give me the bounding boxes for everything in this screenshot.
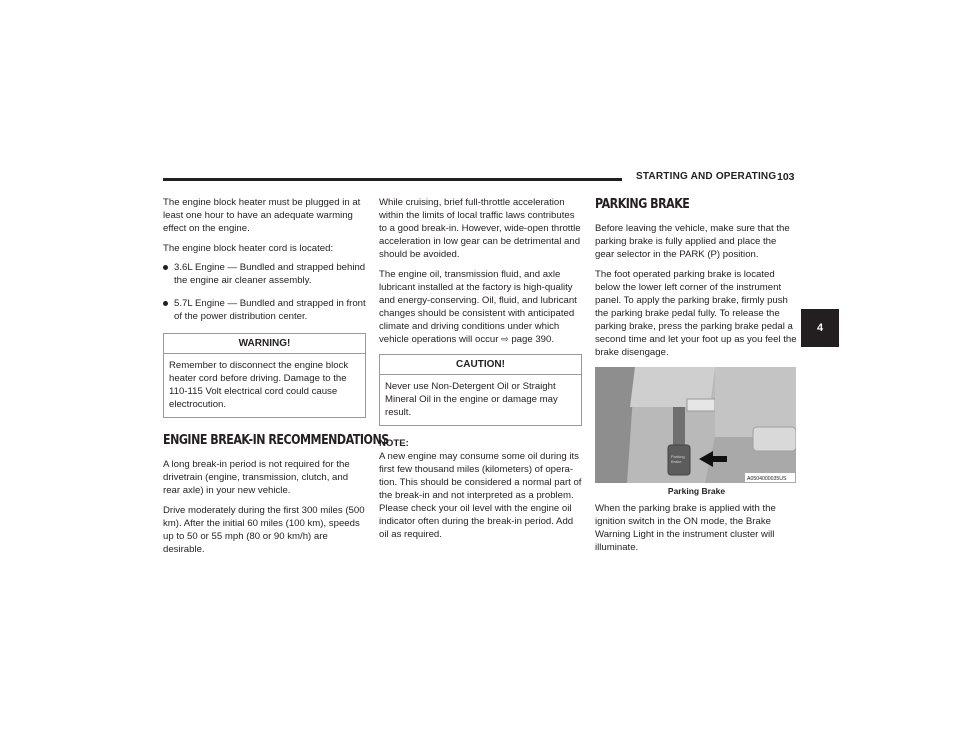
warning-title: WARNING! — [164, 334, 365, 354]
column-3 — [595, 196, 798, 561]
chapter-tab[interactable]: 4 — [801, 309, 839, 347]
list-item — [163, 261, 366, 287]
arrow-ref-icon: ⇨ — [501, 334, 509, 344]
caution-box — [379, 354, 582, 426]
parking-para-2: The foot operated parking brake is located below the lower left corner of the instrument panel. To apply the parking brake, firmly push the parking brake pedal fully. To release the parking brake, press the parking brake pedal a second time and let your foot up as you feel the brake disengage. — [595, 269, 797, 358]
column-2 — [379, 196, 582, 548]
break-in-para-2: Drive moderately during the first 300 miles (500 km). After the initial 60 miles (100 km), speeds up to 50 or 55 mph (80 or 90 km/h) are desirable. — [163, 505, 365, 555]
cord-location-list — [163, 261, 366, 323]
break-in-heading: ENGINE BREAK-IN RECOMMENDATIONS — [163, 432, 389, 448]
column-1 — [163, 196, 389, 563]
svg-text:Brake: Brake — [671, 459, 682, 464]
section-title: STARTING AND OPERATING — [636, 171, 777, 182]
block-heater-intro: The engine block heater must be plugged in at least one hour to have an adequate warming effect on the engine. — [163, 197, 361, 234]
parking-brake-heading: PARKING BRAKE — [595, 196, 690, 212]
page-ref-link[interactable]: page 390. — [511, 334, 555, 345]
list-item — [163, 297, 366, 323]
cord-location-lead: The engine block heater cord is located: — [163, 243, 334, 254]
figure-code: A0504000035US — [747, 476, 787, 482]
svg-text:Parking: Parking — [671, 454, 685, 459]
warning-box — [163, 333, 366, 418]
header-rule — [163, 178, 622, 181]
bullet-icon — [163, 265, 168, 270]
lubricant-text: The engine oil, transmission fluid, and axle lubricant installed at the factory is high-quality and energy-conserving. Oil, fluid, and lubricant changes should be consistent with anticipated climate and driving conditions under which vehicle operations will occur — [379, 269, 577, 345]
cruising-para: While cruising, brief full-throttle acceleration within the limits of local traffic laws contributes to a good break-in. However, wide-open throttle acceleration in low gear can be detrimental and should be avoided. — [379, 197, 581, 260]
bullet-icon — [163, 301, 168, 306]
parking-brake-photo — [595, 367, 796, 483]
parking-para-3: When the parking brake is applied with the ignition switch in the ON mode, the Brake Warning Light in the instrument cluster will illuminate. — [595, 503, 776, 553]
list-item-text: 5.7L Engine — Bundled and strapped in front of the power distribution center. — [174, 298, 366, 322]
break-in-para-1: A long break-in period is not required for the drivetrain (engine, transmission, clutch, and rear axle) in your new vehicle. — [163, 459, 350, 496]
parking-para-1: Before leaving the vehicle, make sure that the parking brake is fully applied and place the gear selector in the PARK (P) position. — [595, 223, 790, 260]
caution-title: CAUTION! — [380, 355, 581, 375]
list-item-text: 3.6L Engine — Bundled and strapped behind the engine air cleaner assembly. — [174, 262, 366, 286]
warning-body: Remember to disconnect the engine block heater cord before driving. Damage to the 110-115 Volt electrical cord could cause electrocution. — [169, 360, 349, 410]
figure-caption: Parking Brake — [667, 486, 726, 496]
note-label: NOTE: — [379, 438, 409, 449]
note-body: A new engine may consume some oil during its first few thousand miles (kilometers) of opera-tion. This should be considered a normal part of the break-in and not interpreted as a problem. Please check your oil level with the engine oil indicator often during the break-in period. Add oil as required. — [379, 451, 582, 540]
lubricant-para — [379, 268, 582, 346]
page-number: 103 — [777, 171, 795, 183]
parking-brake-figure — [595, 367, 798, 496]
caution-body: Never use Non-Detergent Oil or Straight Mineral Oil in the engine or damage may result. — [385, 381, 558, 418]
